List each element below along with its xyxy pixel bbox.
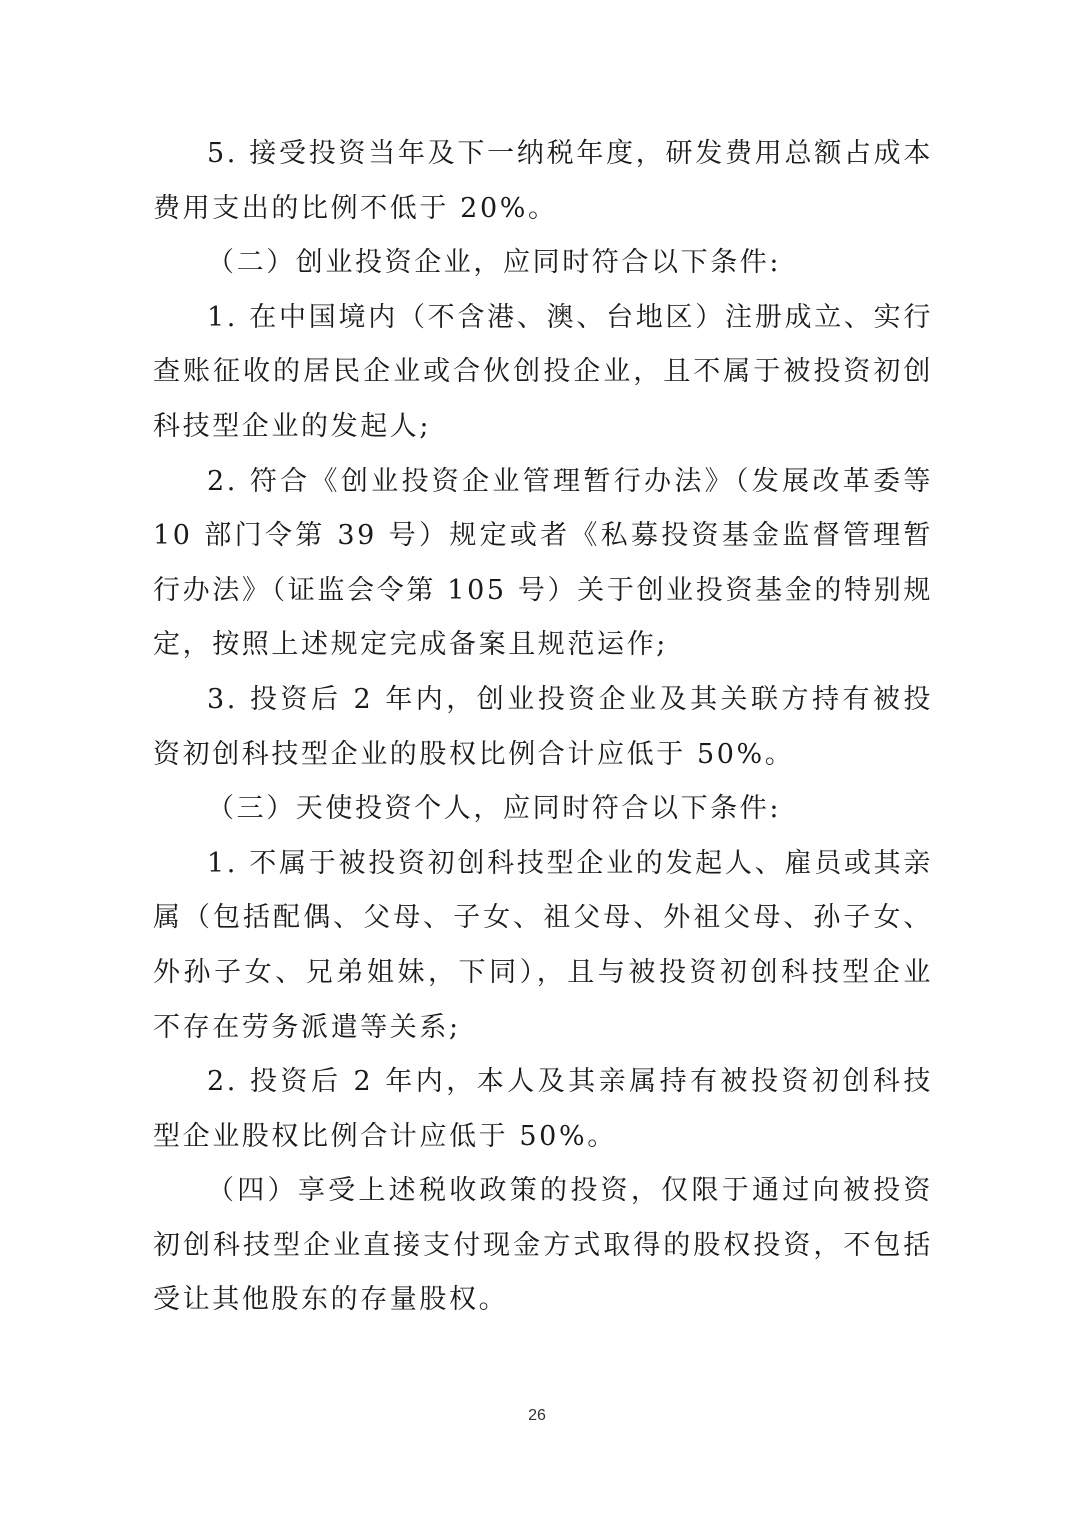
document-body [153, 127, 933, 1328]
paragraph-cash-investment-scope: （四）享受上述税收政策的投资，仅限于通过向被投资初创科技型企业直接支付现金方式取得的股权投资，不包括受让其他股东的存量股权。 [153, 1175, 933, 1316]
paragraph-vc-regulations: 2. 符合《创业投资企业管理暂行办法》（发展改革委等 10 部门令第 39 号）规定或者《私募投资基金监督管理暂行办法》（证监会令第 105 号）关于创业投资基金的特别规定，按照上述规定完成备案且规范运作; [153, 465, 933, 661]
paragraph-vc-registration: 1. 在中国境内（不含港、澳、台地区）注册成立、实行查账征收的居民企业或合伙创投企业，且不属于被投资初创科技型企业的发起人; [153, 301, 933, 442]
paragraph-angel-equity-limit: 2. 投资后 2 年内，本人及其亲属持有被投资初创科技型企业股权比例合计应低于 50%。 [153, 1066, 933, 1152]
paragraph-rd-expense-ratio: 5. 接受投资当年及下一纳税年度，研发费用总额占成本费用支出的比例不低于 20%。 [153, 138, 933, 224]
heading-angel-investor-conditions: （三）天使投资个人，应同时符合以下条件: [207, 793, 782, 825]
paragraph-angel-relationship: 1. 不属于被投资初创科技型企业的发起人、雇员或其亲属（包括配偶、父母、子女、祖父母、外祖父母、孙子女、外孙子女、兄弟姐妹，下同），且与被投资初创科技型企业不存在劳务派遣等关系; [153, 847, 933, 1043]
paragraph-vc-equity-limit: 3. 投资后 2 年内，创业投资企业及其关联方持有被投资初创科技型企业的股权比例合计应低于 50%。 [153, 683, 933, 770]
page-number: 26 [528, 1407, 546, 1424]
heading-venture-capital-conditions: （二）创业投资企业，应同时符合以下条件: [207, 247, 782, 279]
